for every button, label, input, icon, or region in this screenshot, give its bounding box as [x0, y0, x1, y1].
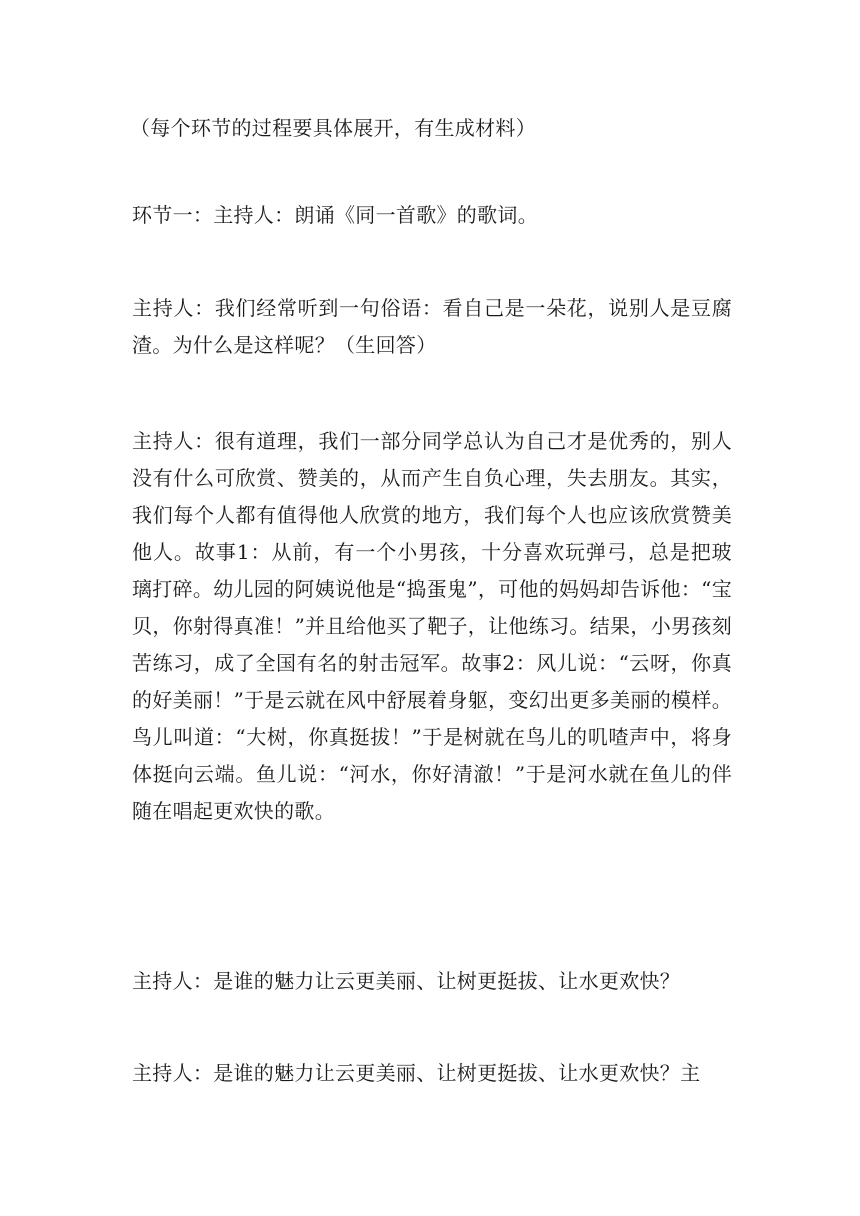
paragraph-host-proverb: 主持人：我们经常听到一句俗语：看自己是一朵花，说别人是豆腐渣。为什么是这样呢？（生回答）	[132, 296, 732, 357]
paragraph-host-question-repeat: 主持人：是谁的魅力让云更美丽、让树更挺拔、让水更欢快？主	[132, 1061, 701, 1085]
paragraph-section-one: 环节一：主持人：朗诵《同一首歌》的歌词。	[132, 203, 538, 227]
paragraph-instruction-note: （每个环节的过程要具体展开，有生成材料）	[130, 116, 536, 140]
paragraph-host-stories: 主持人：很有道理，我们一部分同学总认为自己才是优秀的，别人没有什么可欣赏、赞美的，从而产生自负心理，失去朋友。其实，我们每个人都有值得他人欣赏的地方，我们每个人也应该欣赏赞美他人。故事1：从前，有一个小男孩，十分喜欢玩弹弓，总是把玻璃打碎。幼儿园的阿姨说他是“捣蛋鬼”，可他的妈妈却告诉他：“宝贝，你射得真准！”并且给他买了靶子，让他练习。结果，小男孩刻苦练习，成了全国有名的射击冠军。故事2：风儿说：“云呀，你真的好美丽！”于是云就在风中舒展着身躯，变幻出更多美丽的模样。鸟儿叫道：“大树，你真挺拔！”于是树就在鸟儿的叽喳声中，将身体挺向云端。鱼儿说：“河水，你好清澈！”于是河水就在鱼儿的伴随在唱起更欢快的歌。	[132, 429, 732, 823]
paragraph-host-question: 主持人：是谁的魅力让云更美丽、让树更挺拔、让水更欢快？	[132, 969, 681, 993]
